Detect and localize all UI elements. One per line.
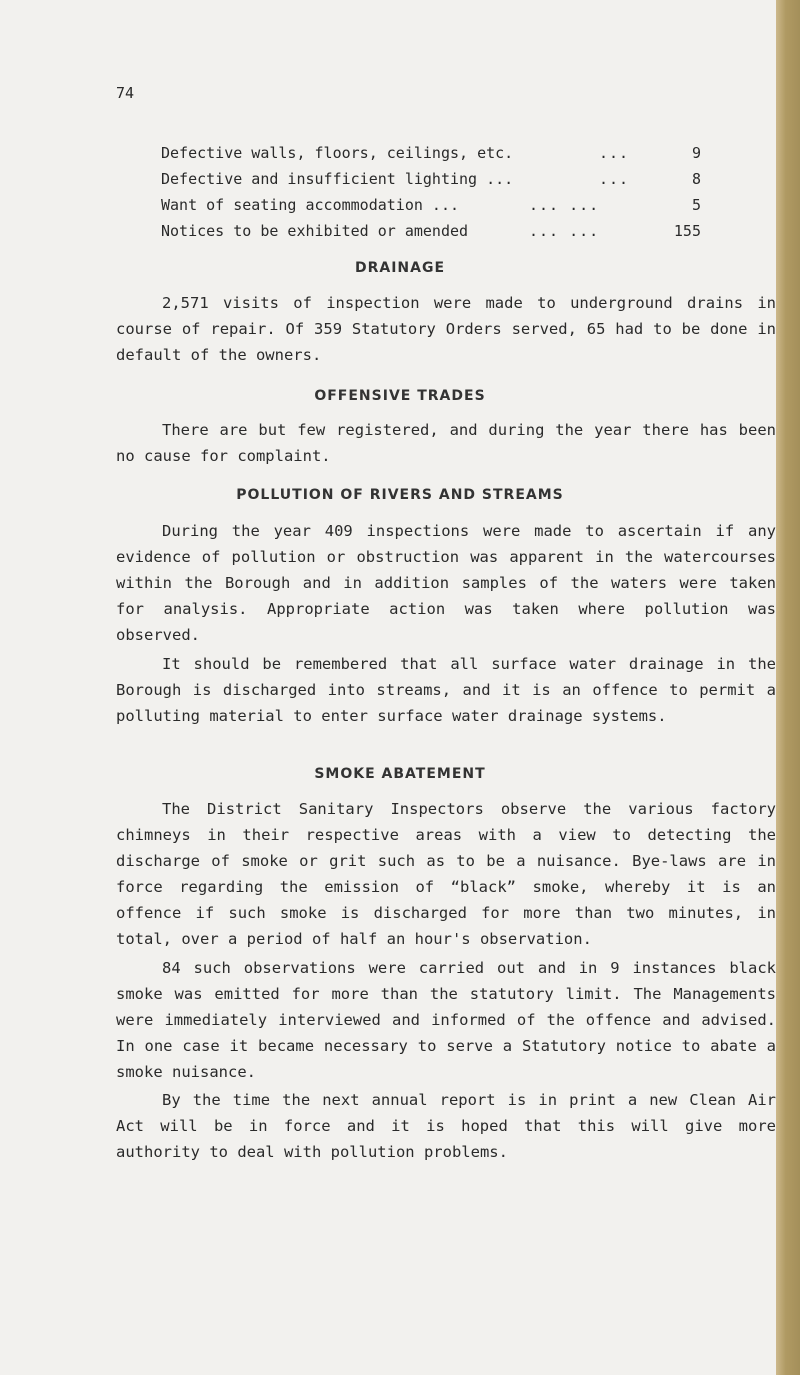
row-value: 8 xyxy=(691,170,701,188)
section-heading-drainage: DRAINAGE xyxy=(354,260,446,276)
row-label: Notices to be exhibited or amended xyxy=(161,222,469,240)
paragraph xyxy=(116,290,776,368)
paragraph-text: 84 such observations were carried out and in 9 instances black smoke was emitted for more than the statutory limit. The Managements were immediately interviewed and informed of the offence and advised. In one case it became necessary to serve a Statutory notice to abate a smoke nuisance. xyxy=(116,959,776,1081)
page-number: 74 xyxy=(116,84,135,102)
leader-dots: ... xyxy=(599,170,630,188)
table-row xyxy=(161,192,721,218)
leader-dots: ... xyxy=(599,144,630,162)
row-label: Defective walls, floors, ceilings, etc. xyxy=(161,144,514,162)
section-heading-pollution: POLLUTION OF RIVERS AND STREAMS xyxy=(236,487,564,503)
leader-dots: ... ... xyxy=(529,196,600,214)
paragraph xyxy=(116,955,776,1085)
paragraph-text: The District Sanitary Inspectors observe the various factory chimneys in their respective areas with a view to detecting the discharge of smoke or grit such as to be a nuisance. Bye-laws are in force regarding the emission of “black” smoke, whereby it is an offence if such smoke is discharged for more than two minutes, in total, over a period of half an hour's observation. xyxy=(116,800,776,948)
paragraph-text: During the year 409 inspections were made to ascertain if any evidence of pollution or obstruction was apparent in the watercourses within the Borough and in addition samples of the waters were taken for analysis. Appropriate action was taken where pollution was observed. xyxy=(116,522,776,644)
paragraph xyxy=(116,518,776,648)
row-label: Defective and insufficient lighting ... xyxy=(161,170,514,188)
leader-dots: ... ... xyxy=(529,222,600,240)
paragraph xyxy=(116,651,776,729)
paragraph-text: It should be remembered that all surface water drainage in the Borough is discharged into streams, and it is an offence to permit a polluting material to enter surface water drainage systems. xyxy=(116,655,776,725)
section-heading-offensive-trades: OFFENSIVE TRADES xyxy=(314,388,486,404)
paragraph xyxy=(116,1087,776,1165)
page-edge-shadow xyxy=(776,0,800,1375)
row-label: Want of seating accommodation ... xyxy=(161,196,460,214)
paragraph-text: 2,571 visits of inspection were made to underground drains in course of repair. Of 359 Statutory Orders served, 65 had to be done in default of the owners. xyxy=(116,294,776,364)
table-row xyxy=(161,166,721,192)
paragraph xyxy=(116,417,776,469)
section-heading-smoke-abatement: SMOKE ABATEMENT xyxy=(314,766,486,782)
table-row xyxy=(161,218,721,244)
row-value: 5 xyxy=(691,196,701,214)
paragraph-text: There are but few registered, and during the year there has been no cause for complaint. xyxy=(116,421,776,465)
table-row xyxy=(161,140,721,166)
paragraph-text: By the time the next annual report is in print a new Clean Air Act will be in force and it is hoped that this will give more authority to deal with pollution problems. xyxy=(116,1091,776,1161)
defects-table xyxy=(161,140,721,244)
row-value: 155 xyxy=(673,222,701,240)
paragraph xyxy=(116,796,776,952)
row-value: 9 xyxy=(691,144,701,162)
